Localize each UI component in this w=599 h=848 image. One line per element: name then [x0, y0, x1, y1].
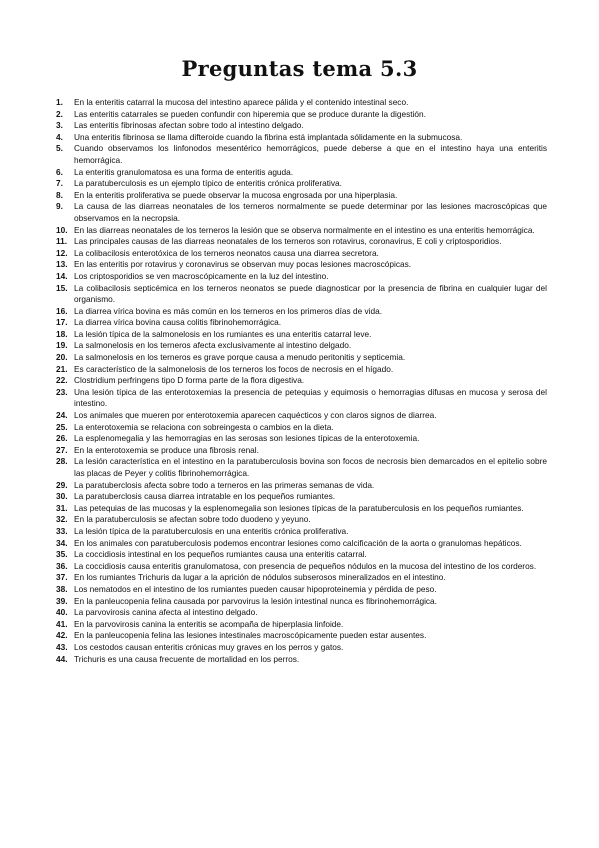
question-text: La parvovirosis canina afecta al intestino delgado. [74, 607, 258, 618]
question-number: 22. [56, 375, 68, 386]
question-item [56, 178, 547, 190]
question-number: 6. [56, 166, 63, 177]
question-item [56, 259, 547, 271]
question-text: La colibacilosis septicémica en los terneros neonatos se puede diagnosticar por la presencia de fibrina en cualquier lugar del organismo. [74, 282, 547, 305]
question-item [56, 306, 547, 318]
question-text: Cuando observamos los linfonodos mesentérico hemorrágicos, puede deberse a que en el intestino haya una enteritis hemorrágica. [74, 143, 547, 165]
question-item [56, 514, 547, 526]
question-text: La paratuberclosis causa diarrea intratable en los pequeños rumiantes. [74, 491, 336, 502]
question-number: 14. [56, 270, 68, 281]
question-text: La coccidiosis causa enteritis granulomatosa, con presencia de pequeños nódulos en la mucosa del intestino de los corderos. [74, 560, 537, 571]
question-text: La diarrea vírica bovina es más común en los terneros en los primeros días de vida. [74, 305, 383, 316]
question-item [56, 607, 547, 619]
question-number: 42. [56, 630, 68, 641]
question-item [56, 225, 547, 237]
page-title: Preguntas tema 5.3 [181, 56, 418, 81]
question-number: 9. [56, 201, 63, 212]
question-item [56, 596, 547, 608]
question-text: La lesión típica de la paratuberculosis en una enteritis crónica proliferativa. [74, 525, 349, 536]
question-text: En la enterotoxemia se produce una fibrosis renal. [74, 444, 259, 455]
question-text: Las petequias de las mucosas y la esplenomegalia son lesiones típicas de la paratuberculosis en los pequeños rumiantes. [74, 502, 524, 513]
question-text: Una lesión típica de las enterotoxemias la presencia de petequias y equimosis o hemorragias difusas en mucosa y serosa del intestino. [74, 386, 547, 409]
question-item [56, 340, 547, 352]
question-item [56, 422, 547, 434]
question-item [56, 132, 547, 144]
question-item [56, 572, 547, 584]
question-text: En los rumiantes Trichuris da lugar a la aprición de nódulos subserosos mineralizados en el intestino. [74, 572, 446, 583]
question-item [56, 120, 547, 132]
question-number: 26. [56, 433, 68, 444]
question-item [56, 491, 547, 503]
question-item [56, 236, 547, 248]
question-number: 43. [56, 641, 68, 652]
question-item [56, 143, 547, 166]
question-text: La paratuberclosis afecta sobre todo a terneros en las primeras semanas de vida. [74, 479, 375, 490]
question-number: 39. [56, 595, 68, 606]
question-item [56, 364, 547, 376]
question-text: La colibacilosis enterotóxica de los terneros neonatos causa una diarrea secretora. [74, 247, 379, 258]
question-item [56, 584, 547, 596]
question-text: La paratuberculosis es un ejemplo típico de enteritis crónica proliferativa. [74, 178, 342, 189]
question-number: 27. [56, 444, 68, 455]
question-item [56, 97, 547, 109]
question-item [56, 410, 547, 422]
question-number: 8. [56, 189, 63, 200]
question-item [56, 642, 547, 654]
question-item [56, 480, 547, 492]
question-number: 4. [56, 131, 63, 142]
question-text: En los animales con paratuberculosis podemos encontrar lesiones como calcificación de la aorta o granulomas hepáticos. [74, 537, 522, 548]
question-number: 2. [56, 108, 63, 119]
question-number: 20. [56, 352, 68, 363]
question-number: 30. [56, 491, 68, 502]
question-number: 37. [56, 572, 68, 583]
question-list [56, 97, 547, 665]
question-number: 44. [56, 653, 68, 664]
question-text: En la enteritis catarral la mucosa del intestino aparece pálida y el contenido intestinal seco. [74, 97, 409, 107]
question-text: La esplenomegalia y las hemorragias en las serosas son lesiones típicas de la enterotoxemia. [74, 433, 420, 444]
question-text: Las enteritis fibrinosas afectan sobre todo al intestino delgado. [74, 120, 304, 131]
question-text: Los animales que mueren por enterotoxemia aparecen caquécticos y con claros signos de diarrea. [74, 410, 437, 421]
question-item [56, 329, 547, 341]
question-number: 16. [56, 305, 68, 316]
question-text: En la panleucopenia felina las lesiones intestinales macroscópicamente pueden estar ausentes. [74, 630, 427, 641]
question-item [56, 630, 547, 642]
question-text: La salmonelosis en los terneros es grave porque causa a menudo peritonitis y septicemia. [74, 352, 406, 363]
question-text: En la panleucopenia felina causada por parvovirus la lesión intestinal nunca es fibrinohemorrágica. [74, 595, 437, 606]
question-item [56, 538, 547, 550]
question-item [56, 503, 547, 515]
question-number: 36. [56, 560, 68, 571]
question-number: 41. [56, 618, 68, 629]
question-text: La salmonelosis en los terneros afecta exclusivamente al intestino delgado. [74, 340, 352, 351]
question-number: 12. [56, 247, 68, 258]
question-item [56, 654, 547, 666]
question-number: 10. [56, 224, 68, 235]
question-item [56, 433, 547, 445]
question-item [56, 190, 547, 202]
question-item [56, 352, 547, 364]
question-text: Los cestodos causan enteritis crónicas muy graves en los perros y gatos. [74, 641, 344, 652]
question-number: 21. [56, 363, 68, 374]
question-text: Trichuris es una causa frecuente de mortalidad en los perros. [74, 653, 300, 664]
question-number: 31. [56, 502, 68, 513]
question-number: 25. [56, 421, 68, 432]
question-number: 24. [56, 410, 68, 421]
question-number: 19. [56, 340, 68, 351]
question-item [56, 526, 547, 538]
question-number: 32. [56, 514, 68, 525]
question-item [56, 109, 547, 121]
question-number: 5. [56, 143, 63, 154]
question-item [56, 561, 547, 573]
question-text: La causa de las diarreas neonatales de los terneros normalmente se puede determinar por las lesiones macroscópicas que observamos en la necropsia. [74, 201, 547, 223]
question-number: 13. [56, 259, 68, 270]
question-item [56, 248, 547, 260]
question-text: En las diarreas neonatales de los terneros la lesión que se observa normalmente en el intestino es una enteritis hemorrágica. [74, 224, 535, 235]
question-text: Clostridium perfringens tipo D forma parte de la flora digestiva. [74, 375, 305, 386]
question-text: En la enteritis proliferativa se puede observar la mucosa engrosada por una hiperplasia. [74, 189, 398, 200]
question-item [56, 619, 547, 631]
question-number: 18. [56, 328, 68, 339]
question-text: Los nematodos en el intestino de los rumiantes pueden causar hipoproteinemia y pérdida de peso. [74, 583, 437, 594]
question-text: La enterotoxemia se relaciona con sobreingesta o cambios en la dieta. [74, 421, 334, 432]
question-item [56, 456, 547, 479]
question-number: 17. [56, 317, 68, 328]
question-text: Las enteritis catarrales se pueden confundir con hiperemia que se produce durante la digestión. [74, 108, 426, 119]
question-text: La coccidiosis intestinal en los pequeños rumiantes causa una enteritis catarral. [74, 549, 367, 560]
question-number: 7. [56, 178, 63, 189]
question-number: 1. [56, 97, 63, 107]
question-text: Una enteritis fibrinosa se llama difteroide cuando la fibrina está implantada sólidamente en la submucosa. [74, 131, 463, 142]
question-number: 28. [56, 456, 68, 467]
question-item [56, 317, 547, 329]
question-number: 40. [56, 607, 68, 618]
question-number: 11. [56, 236, 68, 247]
question-item [56, 549, 547, 561]
question-text: La enteritis granulomatosa es una forma de enteritis aguda. [74, 166, 294, 177]
question-text: La lesión típica de la salmonelosis en los rumiantes es una enteritis catarral leve. [74, 328, 372, 339]
question-text: La lesión característica en el intestino en la paratuberculosis bovina son focos de necrosis bien demarcados en el epitelio sobre las placas de Peyer y colitis fibrinohemorrágica. [74, 456, 547, 478]
question-number: 23. [56, 386, 68, 397]
question-text: En la parvovirosis canina la enteritis se acompaña de hiperplasia linfoide. [74, 618, 344, 629]
question-item [56, 445, 547, 457]
question-item [56, 167, 547, 179]
question-number: 34. [56, 537, 68, 548]
question-number: 33. [56, 525, 68, 536]
question-item [56, 283, 547, 306]
question-item [56, 375, 547, 387]
question-item [56, 201, 547, 224]
question-text: Los criptosporidios se ven macroscópicamente en la luz del intestino. [74, 270, 329, 281]
question-text: En las enteritis por rotavirus y coronavirus se observan muy pocas lesiones macroscópicas. [74, 259, 412, 270]
question-number: 15. [56, 282, 68, 293]
question-number: 29. [56, 479, 68, 490]
question-item [56, 271, 547, 283]
question-text: En la paratuberculosis se afectan sobre todo duodeno y yeyuno. [74, 514, 311, 525]
question-text: Es característico de la salmonelosis de los terneros los focos de necrosis en el hígado. [74, 363, 394, 374]
question-text: La diarrea vírica bovina causa colitis fibrinohemorrágica. [74, 317, 282, 328]
question-number: 38. [56, 583, 68, 594]
question-text: Las principales causas de las diarreas neonatales de los terneros son rotavirus, coronavirus, E coli y criptosporidios. [74, 236, 502, 247]
question-item [56, 387, 547, 410]
question-number: 35. [56, 549, 68, 560]
question-number: 3. [56, 120, 63, 131]
